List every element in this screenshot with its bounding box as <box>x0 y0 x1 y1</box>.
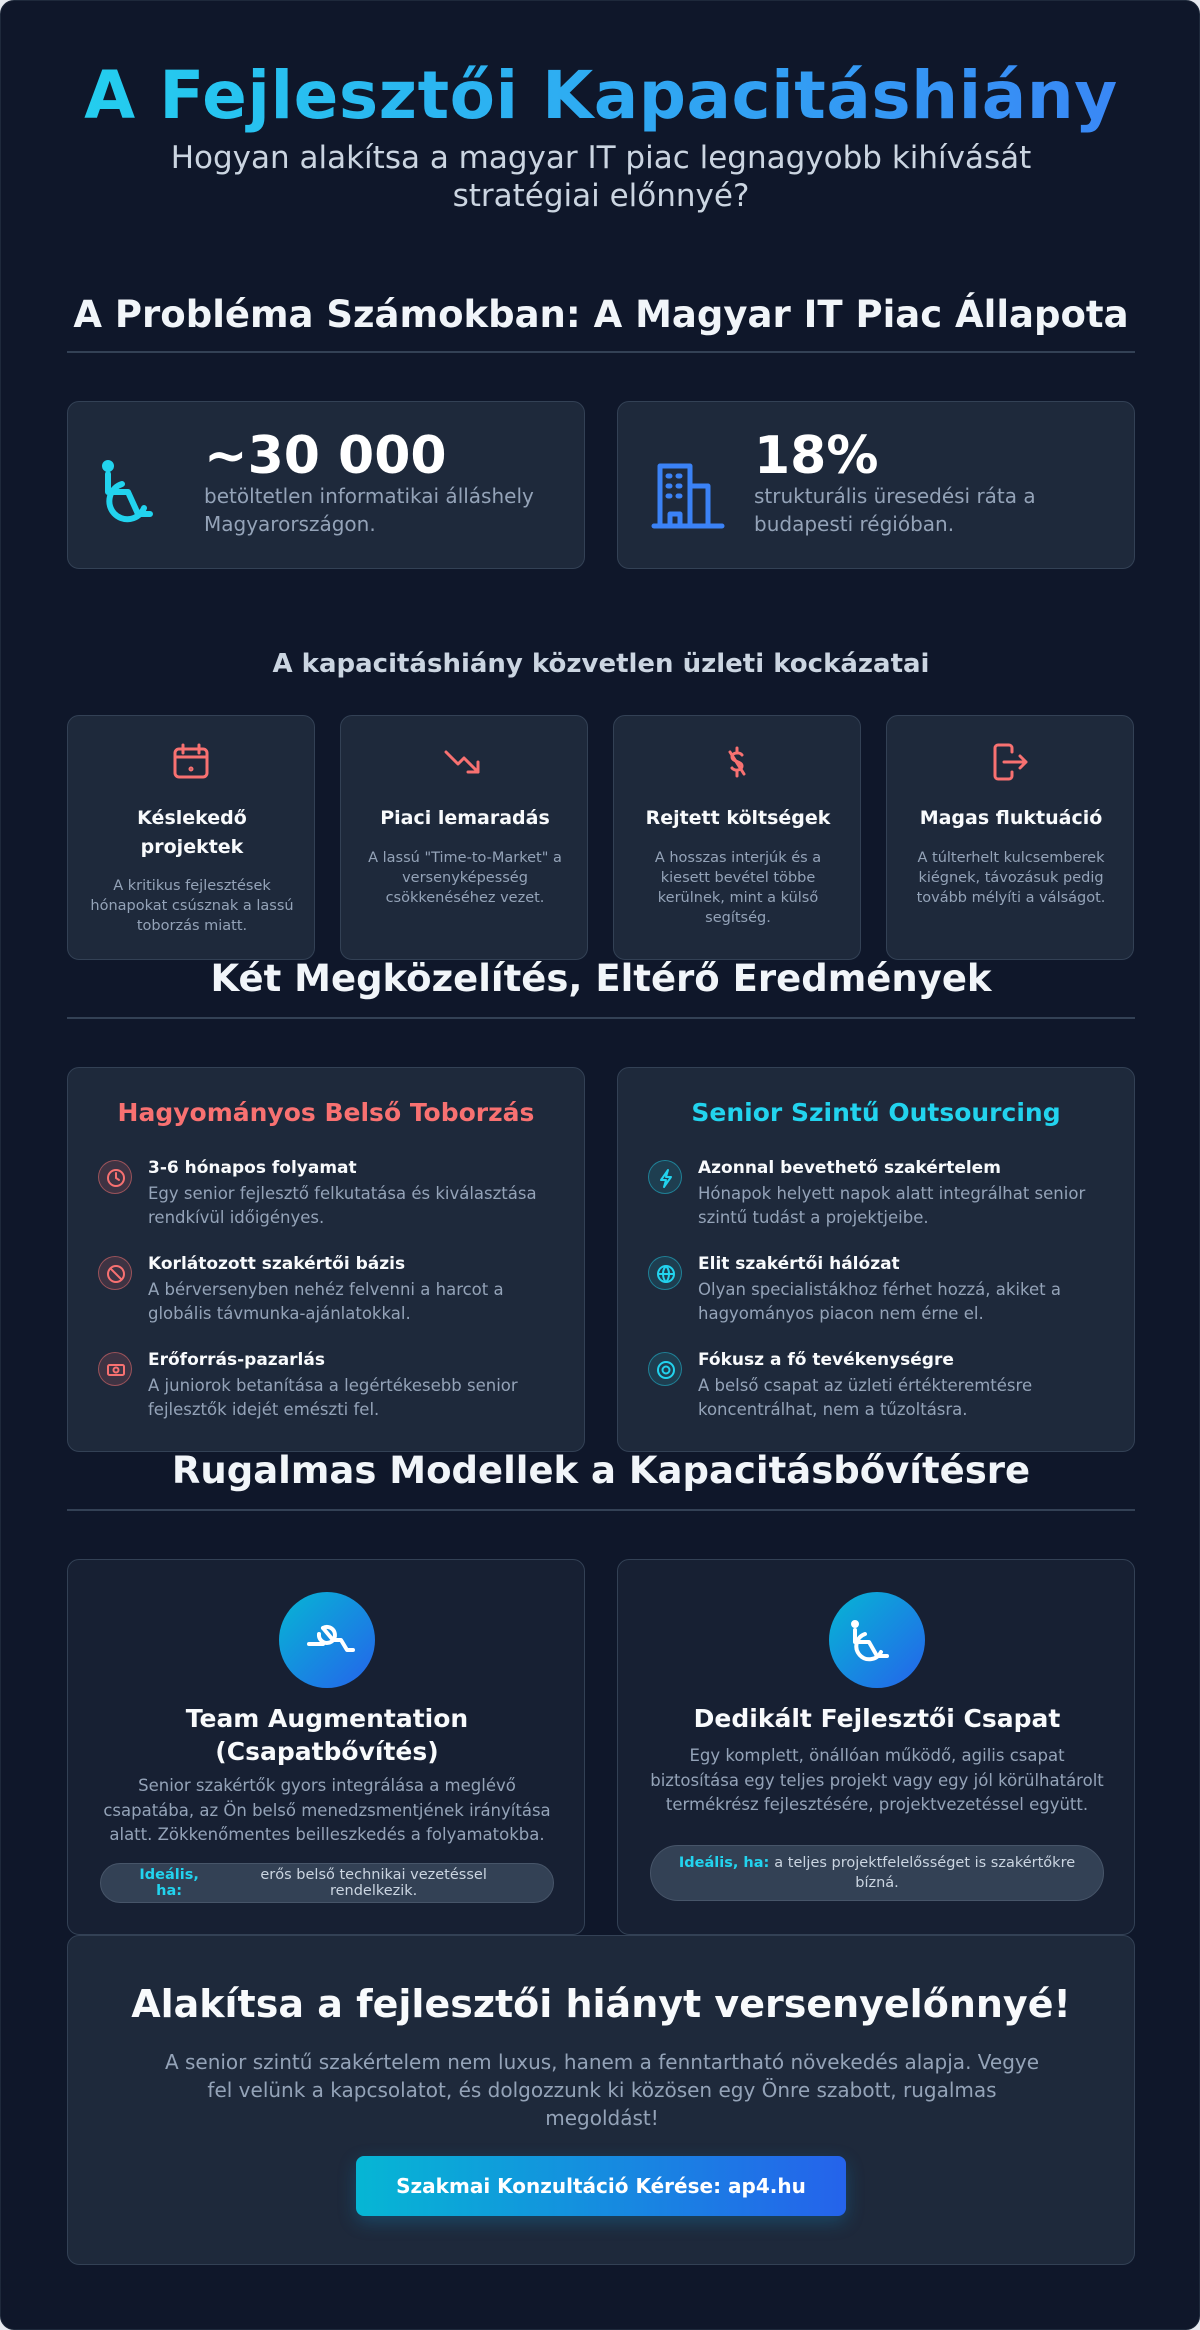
wheelchair-icon <box>279 1592 375 1688</box>
comparison-item-text: Egy senior fejlesztő felkutatása és kiválasztása rendkívül időigényes. <box>148 1184 537 1227</box>
wheelchair-icon <box>829 1592 925 1688</box>
section-divider <box>67 351 1135 353</box>
wheelchair-icon <box>98 454 178 534</box>
model-card-dedicated-team <box>617 1559 1135 1935</box>
models-section-title: Rugalmas Modellek a Kapacitásbővítésre <box>171 1449 1031 1492</box>
ideal-text: a teljes projektfelelősséget is szakértőkre bízná. <box>774 1855 1076 1891</box>
comparison-item-text: Olyan specialistákhoz férhet hozzá, akiket a hagyományos piacon nem érne el. <box>698 1280 1061 1323</box>
ideal-text: erős belső technikai vezetéssel rendelkezik. <box>260 1867 487 1899</box>
risk-description: A hosszas interjúk és a kiesett bevétel többe kerülnek, mint a külső segítség. <box>654 850 822 926</box>
risk-title: Magas fluktuáció <box>919 807 1103 829</box>
trend-down-icon <box>341 742 587 782</box>
comparison-item-text: Hónapok helyett napok alatt integrálhat senior szintű tudást a projektjeibe. <box>698 1184 1086 1227</box>
section-divider <box>67 1017 1135 1019</box>
model-title: Team Augmentation (Csapatbővítés) <box>185 1704 469 1766</box>
bolt-icon <box>648 1160 682 1194</box>
hero-subtitle: Hogyan alakítsa a magyar IT piac legnagyobb kihívását stratégiai előnnyé? <box>170 140 1032 214</box>
comparison-item-text: A belső csapat az üzleti értékteremtésre koncentrálhat, nem a tűzoltásra. <box>698 1376 1033 1419</box>
cta-text: A senior szintű szakértelem nem luxus, hanem a fenntartható növekedés alapja. Vegye fel velünk a kapcsolatot, és dolgozzunk ki közösen egy Önre szabott, rugalmas megoldást! <box>164 2050 1040 2130</box>
section-divider <box>67 1509 1135 1511</box>
risk-card <box>340 715 588 960</box>
comparison-item-title: 3-6 hónapos folyamat <box>148 1158 357 1178</box>
stat-description: betöltetlen informatikai álláshely Magyarországon. <box>204 484 534 536</box>
model-card-team-augmentation <box>67 1559 585 1935</box>
risk-card <box>613 715 861 960</box>
risk-description: A túlterhelt kulcsemberek kiégnek, távozásuk pedig tovább mélyíti a válságot. <box>916 850 1106 906</box>
comparison-item-text: A bérversenyben nehéz felvenni a harcot a globális távmunka-ajánlatokkal. <box>148 1280 504 1323</box>
cash-icon <box>98 1352 132 1386</box>
risk-description: A lassú "Time-to-Market" a versenyképesség csökkenéséhez vezet. <box>368 850 562 906</box>
model-icon-circle <box>279 1592 375 1688</box>
globe-icon <box>648 1256 682 1290</box>
ban-icon <box>98 1256 132 1290</box>
problem-section-title: A Probléma Számokban: A Magyar IT Piac Állapota <box>73 293 1129 336</box>
stat-value: ~30 000 <box>204 426 447 486</box>
cta-panel <box>67 1935 1135 2265</box>
hero-title: A Fejlesztői Kapacitáshiány <box>1 57 1200 134</box>
model-description: Egy komplett, önállóan működő, agilis csapat biztosítása egy teljes projekt vagy egy jól körülhatárolt termékrész fejlesztésére, projektvezetéssel együtt. <box>650 1746 1104 1814</box>
model-icon-circle <box>829 1592 925 1688</box>
comparison-item-title: Fókusz a fő tevékenységre <box>698 1350 954 1370</box>
office-building-icon <box>648 454 728 534</box>
risk-title: Késlekedő projektek <box>137 807 247 858</box>
logout-icon <box>887 742 1133 782</box>
calendar-icon <box>68 742 314 782</box>
risk-title: Rejtett költségek <box>645 807 831 829</box>
cta-title: Alakítsa a fejlesztői hiányt versenyelőnnyé! <box>131 1982 1071 2026</box>
comparison-section-title: Két Megközelítés, Eltérő Eredmények <box>210 957 992 1000</box>
risk-description: A kritikus fejlesztések hónapokat csúsznak a lassú toborzás miatt. <box>90 878 294 934</box>
comparison-item-title: Korlátozott szakértői bázis <box>148 1254 406 1274</box>
comparison-item-title: Azonnal bevethető szakértelem <box>698 1158 1001 1178</box>
model-description: Senior szakértők gyors integrálása a meglévő csapatába, az Ön belső menedzsmentjének irányítása alatt. Zökkenőmentes beilleszkedés a folyamatokba. <box>103 1776 551 1844</box>
comparison-item-title: Elit szakértői hálózat <box>698 1254 900 1274</box>
comparison-title: Hagyományos Belső Toborzás <box>117 1098 535 1127</box>
stat-value: 18% <box>754 426 879 486</box>
model-title: Dedikált Fejlesztői Csapat <box>693 1704 1061 1733</box>
comparison-card-outsourcing <box>617 1067 1135 1452</box>
stat-card <box>617 401 1135 569</box>
consultation-request-button[interactable]: Szakmai Konzultáció Kérése: ap4.hu <box>356 2156 846 2216</box>
dollar-off-icon <box>614 742 860 782</box>
risks-heading: A kapacitáshiány közvetlen üzleti kockázatai <box>272 649 930 679</box>
ideal-label: Ideális, ha: <box>139 1867 199 1899</box>
ideal-for-pill <box>650 1845 1104 1901</box>
risk-title: Piaci lemaradás <box>380 807 550 829</box>
comparison-item-text: A juniorok betanítása a legértékesebb senior fejlesztők idejét emészti fel. <box>148 1376 518 1419</box>
comparison-title: Senior Szintű Outsourcing <box>691 1098 1061 1127</box>
clock-icon <box>98 1160 132 1194</box>
comparison-card-traditional <box>67 1067 585 1452</box>
comparison-item-title: Erőforrás-pazarlás <box>148 1350 325 1370</box>
ideal-label: Ideális, ha: <box>678 1855 770 1871</box>
stat-card <box>67 401 585 569</box>
target-icon <box>648 1352 682 1386</box>
ideal-for-pill <box>100 1863 554 1903</box>
stat-description: strukturális üresedési ráta a budapesti régióban. <box>754 484 1036 536</box>
risk-card <box>67 715 315 960</box>
risk-card <box>886 715 1134 960</box>
